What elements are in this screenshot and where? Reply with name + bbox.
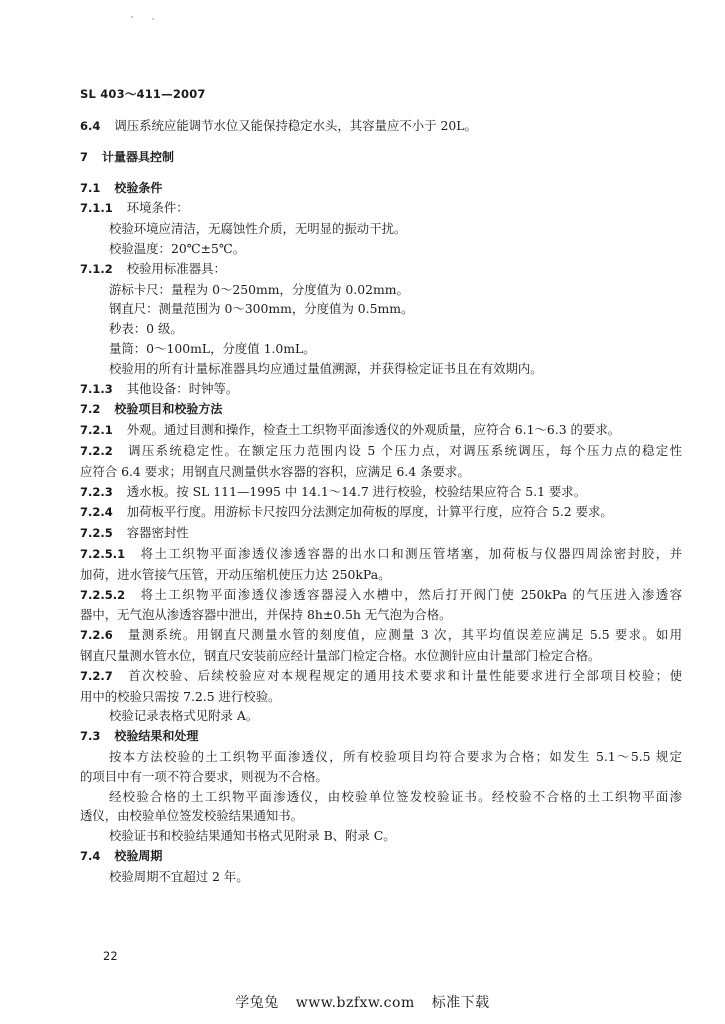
clause-number: 7.2 <box>80 402 101 417</box>
section-gap <box>80 168 682 178</box>
line-text: 透仪，由校验单位签发校验结果通知书。 <box>80 808 304 824</box>
text-line <box>80 806 682 826</box>
text-line <box>80 867 682 887</box>
line-text: 加荷板平行度。用游标卡尺按四分法测定加荷板的厚度，计算平行度，应符合 5.2 要求。 <box>126 504 613 520</box>
text-line <box>80 565 682 585</box>
section-heading <box>80 147 682 168</box>
line-text: 按本方法校验的土工织物平面渗透仪，所有校验项目均符合要求为合格；如发生 5.1～5.5 规定 <box>109 748 682 764</box>
line-text: 透水板。按 SL 111—1995 中 14.1～14.7 进行校验，校验结果应符合 5.1 要求。 <box>126 483 587 499</box>
clause-number: 7.1.3 <box>80 381 113 396</box>
scan-speck <box>131 16 133 18</box>
clause-number: 7.2.2 <box>80 443 113 458</box>
clause-number: 7.1.1 <box>80 201 113 216</box>
line-text: 量测系统。用钢直尺测量水管的刻度值，应测量 3 次，其平均值误差应满足 5.5 要求。如用 <box>126 627 682 643</box>
line-text: 校验温度：20℃±5℃。 <box>109 240 246 256</box>
line-text: 钢直尺：测量范围为 0～300mm，分度值为 0.5mm。 <box>109 301 414 317</box>
page-number: 22 <box>103 949 118 963</box>
heading-text: 校验结果和处理 <box>114 729 199 744</box>
text-line <box>80 482 682 503</box>
clause-number: 6.4 <box>80 119 101 133</box>
line-text: 用中的校验只需按 7.2.5 进行校验。 <box>80 688 281 704</box>
line-text: 将土工织物平面渗透仪渗透容器浸入水槽中，然后打开阀门使 250kPa 的气压进入渗透容 <box>139 586 682 602</box>
line-text: 加荷，进水管接气压管，开动压缩机使压力达 250kPa。 <box>80 566 391 582</box>
clause-number: 7.1 <box>80 180 101 195</box>
line-text: 量筒：0～100mL，分度值 1.0mL。 <box>109 340 316 356</box>
text-line <box>80 625 682 646</box>
footer-url[interactable]: www.bzfxw.com <box>295 995 415 1011</box>
section-heading <box>80 399 682 420</box>
clause-number: 7.2.5.1 <box>80 546 126 561</box>
text-line <box>80 502 682 523</box>
heading-text: 校验项目和校验方法 <box>114 402 223 417</box>
line-text: 将土工织物平面渗透仪渗透容器的出水口和测压管堵塞，加荷板与仪器四周涂密封胶，并 <box>139 545 682 561</box>
clause-number: 7.2.3 <box>80 484 113 499</box>
line-text: 环境条件： <box>126 200 189 216</box>
text-line <box>80 280 682 300</box>
text-line <box>80 198 682 219</box>
footer-tagline: 标准下载 <box>431 995 490 1011</box>
line-text: 校验记录表格式见附录 A。 <box>109 708 259 724</box>
text-line <box>80 787 682 807</box>
text-line <box>80 767 682 787</box>
heading-text: 校验条件 <box>114 180 163 195</box>
standard-code-header: SL 403～411—2007 <box>80 87 206 101</box>
line-text: 钢直尺量测水管水位，钢直尺安装前应经计量部门检定合格。水位测针应由计量部门检定合格。 <box>80 647 601 663</box>
clause-number: 7.2.5 <box>80 526 113 541</box>
clause-number: 7.2.1 <box>80 423 113 438</box>
line-text: 校验用标准器具： <box>126 260 226 276</box>
line-text: 首次校验、后续校验应对本规程规定的通用技术要求和计量性能要求进行全部项目校验；使 <box>126 667 682 683</box>
line-text: 校验周期不宜超过 2 年。 <box>109 868 249 884</box>
clause-number: 7.2.7 <box>80 668 113 683</box>
text-line <box>80 523 682 544</box>
text-line <box>80 259 682 280</box>
text-line <box>80 544 682 565</box>
watermark-footer <box>0 992 725 1012</box>
text-line <box>80 646 682 666</box>
line-text: 容器密封性 <box>126 525 189 541</box>
text-line <box>80 116 682 137</box>
text-line <box>80 747 682 767</box>
text-line <box>80 339 682 359</box>
line-text: 经校验合格的土工织物平面渗透仪，由校验单位签发校验证书。经校验不合格的土工织物平面渗 <box>109 788 682 804</box>
clause-number: 7.2.5.2 <box>80 587 126 602</box>
line-text: 游标卡尺：量程为 0～250mm，分度值为 0.02mm。 <box>109 281 409 297</box>
clause-number: 7.3 <box>80 729 101 744</box>
clause-number: 7 <box>80 149 89 164</box>
section-heading <box>80 846 682 867</box>
text-line <box>80 239 682 259</box>
text-line <box>80 299 682 319</box>
text-line <box>80 359 682 379</box>
line-text: 其他设备：时钟等。 <box>126 380 239 396</box>
line-text: 外观。通过目测和操作，检查土工织物平面渗透仪的外观质量，应符合 6.1～6.3 的要求。 <box>126 422 621 438</box>
line-text: 的项目中有一项不符合要求，则视为不合格。 <box>80 768 328 784</box>
text-line <box>80 666 682 687</box>
text-line <box>80 219 682 239</box>
clause-number: 7.2.6 <box>80 628 113 643</box>
clause-number: 7.2.4 <box>80 505 113 520</box>
text-line <box>80 441 682 462</box>
text-line <box>80 826 682 846</box>
line-text: 校验用的所有计量标准器具均应通过量值溯源，并获得检定证书且在有效期内。 <box>109 360 543 376</box>
line-text: 应符合 6.4 要求；用钢直尺测量供水容器的容积，应满足 6.4 条要求。 <box>80 463 470 479</box>
line-text: 校验环境应清洁，无腐蚀性介质，无明显的振动干扰。 <box>109 221 407 237</box>
heading-text: 计量器具控制 <box>102 149 175 164</box>
text-line <box>80 585 682 606</box>
document-body <box>80 116 682 886</box>
footer-site-name: 学兔兔 <box>235 995 279 1011</box>
scan-speck <box>152 18 154 20</box>
text-line <box>80 420 682 441</box>
line-text: 校验证书和校验结果通知书格式见附录 B、附录 C。 <box>109 828 396 844</box>
text-line <box>80 687 682 707</box>
line-text: 器中，无气泡从渗透容器中泄出，并保持 8h±0.5h 无气泡为合格。 <box>80 607 452 623</box>
line-text: 秒表：0 级。 <box>109 321 183 337</box>
section-heading <box>80 178 682 199</box>
text-line <box>80 379 682 400</box>
text-line <box>80 462 682 482</box>
text-line <box>80 319 682 339</box>
heading-text: 校验周期 <box>114 848 163 863</box>
text-line <box>80 706 682 726</box>
line-text: 调压系统稳定性。在额定压力范围内设 5 个压力点，对调压系统调压，每个压力点的稳定性 <box>126 442 682 458</box>
clause-number: 7.1.2 <box>80 261 113 276</box>
section-heading <box>80 726 682 747</box>
text-line <box>80 605 682 625</box>
clause-number: 7.4 <box>80 848 101 863</box>
section-gap <box>80 137 682 147</box>
line-text: 调压系统应能调节水位又能保持稳定水头，其容量应不小于 20L。 <box>114 118 477 133</box>
